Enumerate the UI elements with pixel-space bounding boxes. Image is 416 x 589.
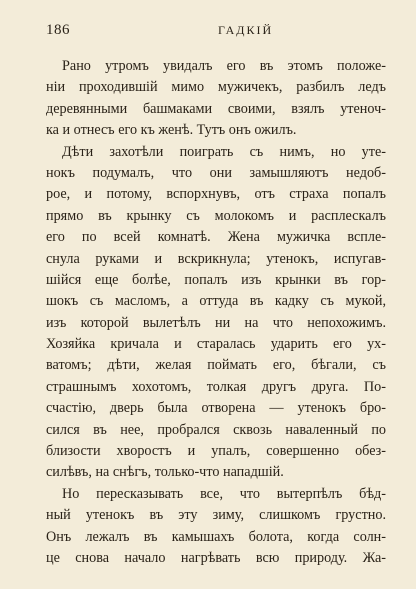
text-line: его по всей комнатѣ. Жена мужичка всплe-: [46, 229, 386, 246]
text-line: це снова начало нагрѣвать всю природу. Жа-: [46, 549, 386, 566]
text-line: Хозяйка кричала и старалась ударить его ух-: [46, 336, 386, 353]
text-line: счастію, дверь была отворена — утенокъ бро-: [46, 400, 386, 417]
text-line: Рано утромъ увидалъ его въ этомъ положе-: [62, 58, 386, 74]
text-line: Онъ лежалъ въ камышахъ болота, когда солн-: [46, 528, 386, 545]
text-line: сился въ нее, пробрался сквозь наваленный по: [46, 421, 386, 438]
text-line: прямо въ крынку съ молокомъ и расплескалъ: [46, 207, 386, 224]
page-number: 186: [46, 22, 70, 38]
running-head: [46, 22, 382, 44]
text-line: Но пересказывать все, что вытерпѣлъ бѣд-: [62, 485, 386, 502]
text-line: ный утенокъ въ эту зиму, слишкомъ грустно.: [46, 507, 386, 524]
text-line: ка и отнесъ его къ женѣ. Тутъ онъ ожилъ.: [46, 122, 297, 139]
text-line: шійся еще болѣе, попалъ изъ крынки въ гор-: [46, 271, 386, 288]
text-line: нокъ подумалъ, что они замышляютъ недоб-: [46, 164, 386, 181]
text-line: Дѣти захотѣли поиграть съ нимъ, но утe-: [62, 143, 386, 160]
text-line: ніи проходившій мимо мужичекъ, разбилъ ледъ: [46, 79, 386, 96]
text-line: снула руками и вскрикнула; утенокъ, испугав-: [46, 250, 386, 267]
text-line: шокъ съ масломъ, а оттуда въ кадку съ мукой,: [46, 293, 386, 310]
text-line: близости хворостъ и упалъ, совершенно обез-: [46, 443, 386, 460]
text-line: изъ которой вылетѣлъ ни на что непохожимъ.: [46, 314, 386, 331]
text-line: силѣвъ, на снѣгъ, только-что нападшій.: [46, 464, 284, 481]
text-line: страшнымъ хохотомъ, толкая другъ друга. По-: [46, 378, 386, 395]
body-text: [46, 56, 386, 569]
running-title: ГАДКІЙ: [218, 23, 274, 37]
text-line: рое, и потому, вспорхнувъ, отъ страха попалъ: [46, 186, 386, 203]
text-line: ватомъ; дѣти, желая поймать его, бѣгали, съ: [46, 357, 386, 374]
text-line: деревянными башмаками своими, взялъ утеноч-: [46, 100, 386, 117]
